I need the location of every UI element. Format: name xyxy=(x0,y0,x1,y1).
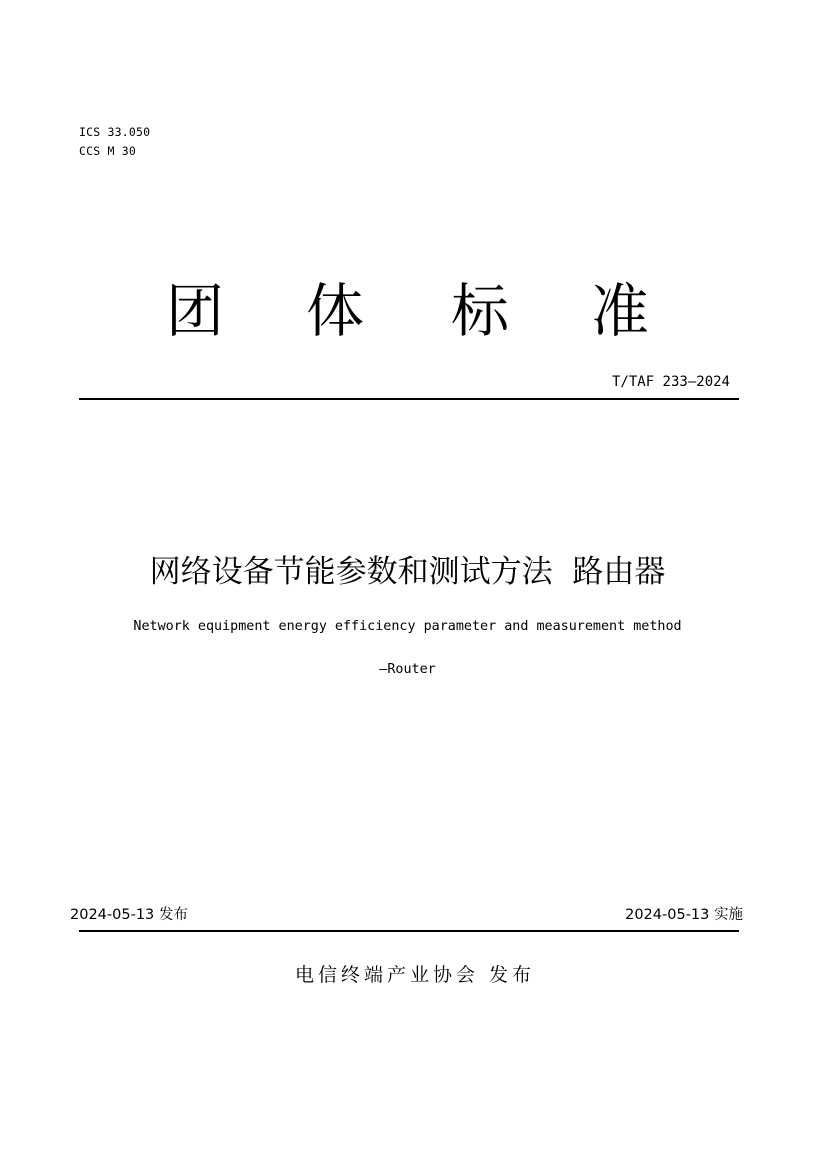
header-divider xyxy=(79,398,739,400)
title-chinese: 网络设备节能参数和测试方法 路由器 xyxy=(149,554,666,590)
title-english: Network equipment energy efficiency parameter and measurement method xyxy=(133,619,682,634)
footer-divider xyxy=(79,930,739,932)
ics-code: ICS 33.050 xyxy=(79,125,151,139)
standard-type-char-4: 准 xyxy=(590,277,649,345)
standard-number: T/TAF 233—2024 xyxy=(611,374,730,390)
implementation-date: 2024-05-13 实施 xyxy=(625,907,743,923)
standard-type-char-2: 体 xyxy=(305,277,364,345)
standard-type-char-1: 团 xyxy=(165,277,224,345)
publisher: 电信终端产业协会 发布 xyxy=(294,964,536,986)
standard-type-heading xyxy=(0,276,815,356)
release-date: 2024-05-13 发布 xyxy=(70,907,188,923)
title-english-subtitle: —Router xyxy=(379,662,436,677)
classification-codes xyxy=(79,123,150,161)
standard-type-char-3: 标 xyxy=(450,277,509,345)
ccs-code: CCS M 30 xyxy=(79,144,136,158)
